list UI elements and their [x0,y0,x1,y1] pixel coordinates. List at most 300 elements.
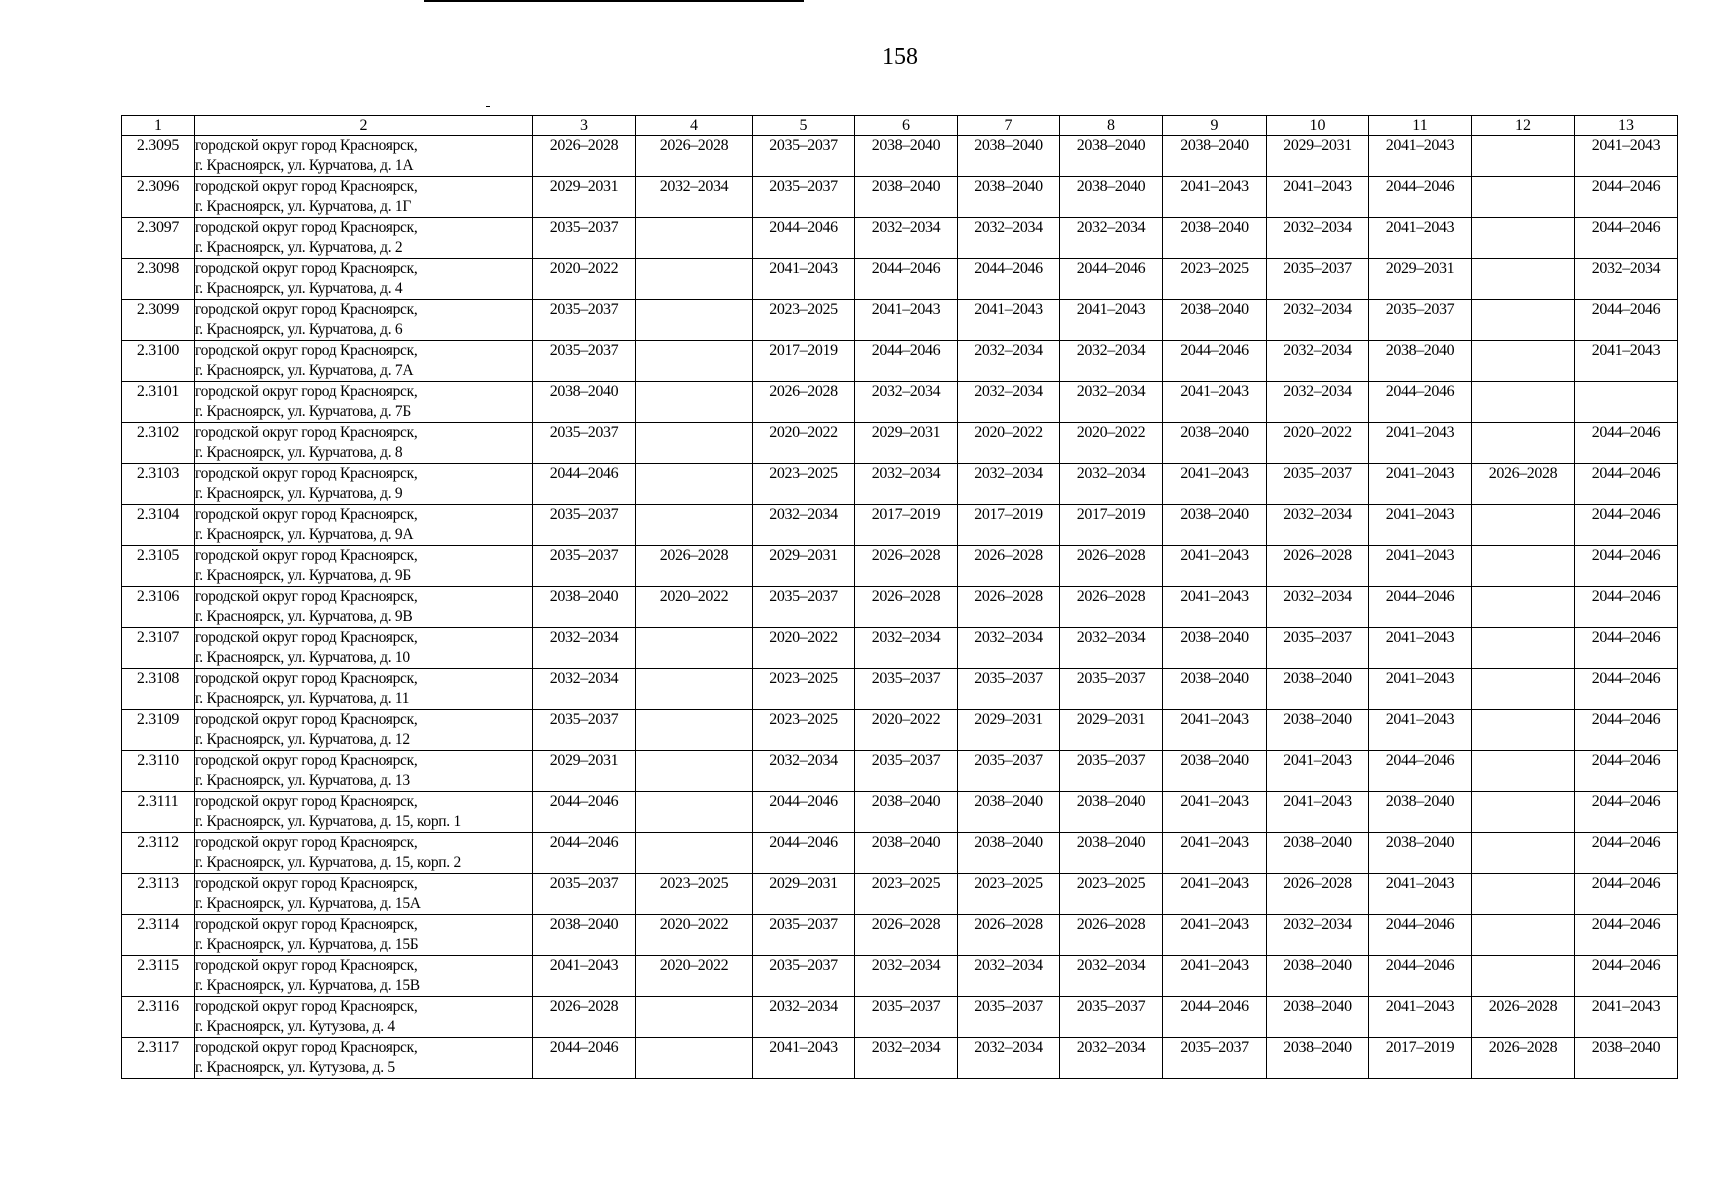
address-line-municipality: городской округ город Красноярск, [195,711,418,728]
address-line-street: г. Красноярск, ул. Курчатова, д. 4 [195,280,403,297]
period-cell-col-10: 2026–2028 [1267,546,1369,587]
address-line-street: г. Красноярск, ул. Курчатова, д. 1Г [195,198,412,215]
period-cell-col-13: 2032–2034 [1575,259,1678,300]
period-cell-col-11: 2041–2043 [1369,218,1472,259]
period-cell-col-10: 2032–2034 [1267,218,1369,259]
address-line-street: г. Красноярск, ул. Курчатова, д. 15А [195,895,421,912]
row-number: 2.3117 [122,1038,195,1079]
period-cell-col-9: 2038–2040 [1163,628,1267,669]
period-cell-col-11: 2041–2043 [1369,464,1472,505]
period-cell-col-11: 2044–2046 [1369,915,1472,956]
address-line-municipality: городской округ город Красноярск, [195,588,418,605]
address-cell [195,177,533,218]
period-cell-col-11: 2044–2046 [1369,956,1472,997]
page-number: 158 [882,44,918,70]
address-line-municipality: городской округ город Красноярск, [195,301,418,318]
period-cell-col-13: 2041–2043 [1575,997,1678,1038]
address-line-street: г. Красноярск, ул. Курчатова, д. 7Б [195,403,411,420]
period-cell-col-13: 2044–2046 [1575,956,1678,997]
address-line-municipality: городской округ город Красноярск, [195,752,418,769]
address-line-street: г. Красноярск, ул. Курчатова, д. 11 [195,690,410,707]
period-cell-col-13: 2044–2046 [1575,915,1678,956]
period-cell-col-4 [636,751,753,792]
schedule-table [121,115,1678,1079]
table-row [122,464,1678,505]
period-cell-col-5: 2032–2034 [753,751,855,792]
address-cell [195,587,533,628]
period-cell-col-8: 2044–2046 [1060,259,1163,300]
table-row [122,423,1678,464]
period-cell-col-5: 2017–2019 [753,341,855,382]
column-header: 5 [753,116,855,136]
column-header: 1 [122,116,195,136]
row-number: 2.3108 [122,669,195,710]
period-cell-col-8: 2032–2034 [1060,464,1163,505]
period-cell-col-4: 2020–2022 [636,956,753,997]
period-cell-col-4: 2026–2028 [636,136,753,177]
period-cell-col-3: 2035–2037 [533,423,636,464]
period-cell-col-7: 2020–2022 [958,423,1060,464]
period-cell-col-5: 2035–2037 [753,915,855,956]
period-cell-col-5: 2035–2037 [753,956,855,997]
period-cell-col-13: 2044–2046 [1575,464,1678,505]
period-cell-col-9: 2041–2043 [1163,833,1267,874]
address-line-municipality: городской округ город Красноярск, [195,424,418,441]
period-cell-col-8: 2032–2034 [1060,341,1163,382]
period-cell-col-5: 2044–2046 [753,792,855,833]
period-cell-col-12 [1472,177,1575,218]
address-line-street: г. Красноярск, ул. Курчатова, д. 9Б [195,567,411,584]
period-cell-col-10: 2035–2037 [1267,259,1369,300]
period-cell-col-13: 2044–2046 [1575,628,1678,669]
period-cell-col-9: 2041–2043 [1163,956,1267,997]
address-cell [195,505,533,546]
period-cell-col-3: 2035–2037 [533,710,636,751]
period-cell-col-3: 2044–2046 [533,1038,636,1079]
row-number: 2.3111 [122,792,195,833]
period-cell-col-9: 2041–2043 [1163,177,1267,218]
period-cell-col-7: 2023–2025 [958,874,1060,915]
period-cell-col-11: 2041–2043 [1369,710,1472,751]
period-cell-col-9: 2035–2037 [1163,1038,1267,1079]
address-line-municipality: городской округ город Красноярск, [195,547,418,564]
period-cell-col-13: 2044–2046 [1575,300,1678,341]
table-row [122,956,1678,997]
row-number: 2.3099 [122,300,195,341]
period-cell-col-12 [1472,423,1575,464]
period-cell-col-12 [1472,628,1575,669]
period-cell-col-13: 2044–2046 [1575,833,1678,874]
period-cell-col-7: 2041–2043 [958,300,1060,341]
period-cell-col-10: 2038–2040 [1267,1038,1369,1079]
period-cell-col-5: 2035–2037 [753,177,855,218]
row-number: 2.3113 [122,874,195,915]
address-line-street: г. Красноярск, ул. Курчатова, д. 6 [195,321,403,338]
period-cell-col-11: 2017–2019 [1369,1038,1472,1079]
period-cell-col-5: 2041–2043 [753,259,855,300]
row-number: 2.3116 [122,997,195,1038]
period-cell-col-7: 2038–2040 [958,792,1060,833]
period-cell-col-10: 2032–2034 [1267,505,1369,546]
period-cell-col-13: 2038–2040 [1575,1038,1678,1079]
address-cell [195,382,533,423]
table-row [122,218,1678,259]
address-line-street: г. Красноярск, ул. Курчатова, д. 2 [195,239,403,256]
row-number: 2.3097 [122,218,195,259]
period-cell-col-12 [1472,218,1575,259]
row-number: 2.3103 [122,464,195,505]
period-cell-col-11: 2041–2043 [1369,136,1472,177]
period-cell-col-10: 2020–2022 [1267,423,1369,464]
period-cell-col-12 [1472,710,1575,751]
period-cell-col-11: 2044–2046 [1369,177,1472,218]
period-cell-col-7: 2035–2037 [958,751,1060,792]
period-cell-col-9: 2041–2043 [1163,546,1267,587]
table-row [122,997,1678,1038]
table-body [122,136,1678,1079]
period-cell-col-9: 2038–2040 [1163,751,1267,792]
period-cell-col-4 [636,382,753,423]
period-cell-col-6: 2038–2040 [855,833,958,874]
row-number: 2.3106 [122,587,195,628]
address-cell [195,300,533,341]
table-row [122,177,1678,218]
row-number: 2.3095 [122,136,195,177]
period-cell-col-5: 2023–2025 [753,710,855,751]
column-header: 13 [1575,116,1678,136]
address-line-municipality: городской округ город Красноярск, [195,219,418,236]
address-cell [195,218,533,259]
period-cell-col-6: 2017–2019 [855,505,958,546]
column-header: 9 [1163,116,1267,136]
table-row [122,628,1678,669]
period-cell-col-8: 2032–2034 [1060,1038,1163,1079]
period-cell-col-6: 2026–2028 [855,546,958,587]
address-line-street: г. Красноярск, ул. Кутузова, д. 5 [195,1059,395,1076]
address-line-street: г. Красноярск, ул. Курчатова, д. 10 [195,649,410,666]
period-cell-col-3: 2044–2046 [533,464,636,505]
column-header: 4 [636,116,753,136]
period-cell-col-10: 2035–2037 [1267,628,1369,669]
period-cell-col-3: 2029–2031 [533,751,636,792]
period-cell-col-6: 2023–2025 [855,874,958,915]
period-cell-col-12 [1472,669,1575,710]
period-cell-col-3: 2035–2037 [533,874,636,915]
table-row [122,587,1678,628]
period-cell-col-13: 2044–2046 [1575,792,1678,833]
period-cell-col-8: 2023–2025 [1060,874,1163,915]
period-cell-col-9: 2038–2040 [1163,669,1267,710]
period-cell-col-6: 2035–2037 [855,669,958,710]
column-header: 2 [195,116,533,136]
period-cell-col-3: 2038–2040 [533,587,636,628]
period-cell-col-4 [636,669,753,710]
row-number: 2.3100 [122,341,195,382]
address-line-street: г. Красноярск, ул. Курчатова, д. 9А [195,526,414,543]
period-cell-col-10: 2038–2040 [1267,997,1369,1038]
period-cell-col-6: 2032–2034 [855,464,958,505]
period-cell-col-9: 2038–2040 [1163,505,1267,546]
period-cell-col-7: 2032–2034 [958,218,1060,259]
address-cell [195,423,533,464]
period-cell-col-7: 2035–2037 [958,669,1060,710]
table-row [122,751,1678,792]
period-cell-col-8: 2038–2040 [1060,136,1163,177]
period-cell-col-4: 2032–2034 [636,177,753,218]
address-line-municipality: городской округ город Красноярск, [195,875,418,892]
row-number: 2.3098 [122,259,195,300]
period-cell-col-11: 2041–2043 [1369,997,1472,1038]
period-cell-col-3: 2032–2034 [533,628,636,669]
period-cell-col-10: 2032–2034 [1267,382,1369,423]
address-line-street: г. Красноярск, ул. Курчатова, д. 12 [195,731,410,748]
period-cell-col-6: 2044–2046 [855,259,958,300]
row-number: 2.3112 [122,833,195,874]
row-number: 2.3115 [122,956,195,997]
period-cell-col-12 [1472,956,1575,997]
period-cell-col-6: 2029–2031 [855,423,958,464]
table-row [122,341,1678,382]
period-cell-col-9: 2044–2046 [1163,341,1267,382]
address-line-municipality: городской округ город Красноярск, [195,834,418,851]
period-cell-col-13: 2044–2046 [1575,177,1678,218]
period-cell-col-8: 2026–2028 [1060,546,1163,587]
period-cell-col-7: 2032–2034 [958,382,1060,423]
period-cell-col-11: 2041–2043 [1369,546,1472,587]
address-cell [195,997,533,1038]
period-cell-col-4: 2023–2025 [636,874,753,915]
address-line-municipality: городской округ город Красноярск, [195,342,418,359]
period-cell-col-6: 2020–2022 [855,710,958,751]
address-cell [195,1038,533,1079]
period-cell-col-3: 2035–2037 [533,505,636,546]
period-cell-col-8: 2035–2037 [1060,751,1163,792]
address-cell [195,751,533,792]
period-cell-col-6: 2038–2040 [855,792,958,833]
period-cell-col-10: 2038–2040 [1267,669,1369,710]
period-cell-col-13: 2044–2046 [1575,505,1678,546]
period-cell-col-5: 2044–2046 [753,833,855,874]
address-line-street: г. Красноярск, ул. Курчатова, д. 9 [195,485,403,502]
period-cell-col-8: 2035–2037 [1060,669,1163,710]
period-cell-col-13: 2044–2046 [1575,587,1678,628]
period-cell-col-13: 2044–2046 [1575,669,1678,710]
period-cell-col-7: 2032–2034 [958,464,1060,505]
address-line-street: г. Красноярск, ул. Курчатова, д. 9В [195,608,413,625]
period-cell-col-7: 2026–2028 [958,587,1060,628]
period-cell-col-5: 2035–2037 [753,136,855,177]
period-cell-col-7: 2017–2019 [958,505,1060,546]
period-cell-col-3: 2026–2028 [533,997,636,1038]
period-cell-col-4: 2020–2022 [636,915,753,956]
period-cell-col-11: 2038–2040 [1369,792,1472,833]
table-row [122,710,1678,751]
period-cell-col-12 [1472,792,1575,833]
row-number: 2.3110 [122,751,195,792]
table-row [122,546,1678,587]
period-cell-col-3: 2026–2028 [533,136,636,177]
period-cell-col-4 [636,628,753,669]
period-cell-col-11: 2038–2040 [1369,833,1472,874]
period-cell-col-3: 2038–2040 [533,915,636,956]
period-cell-col-9: 2038–2040 [1163,423,1267,464]
address-line-street: г. Красноярск, ул. Кутузова, д. 4 [195,1018,395,1035]
address-cell [195,874,533,915]
address-line-street: г. Красноярск, ул. Курчатова, д. 7А [195,362,414,379]
column-header: 3 [533,116,636,136]
period-cell-col-10: 2038–2040 [1267,710,1369,751]
period-cell-col-7: 2026–2028 [958,915,1060,956]
address-line-municipality: городской округ город Красноярск, [195,137,418,154]
period-cell-col-4: 2020–2022 [636,587,753,628]
address-line-street: г. Красноярск, ул. Курчатова, д. 15, корп. 1 [195,813,461,830]
period-cell-col-8: 2026–2028 [1060,915,1163,956]
period-cell-col-10: 2032–2034 [1267,915,1369,956]
period-cell-col-10: 2032–2034 [1267,341,1369,382]
period-cell-col-8: 2038–2040 [1060,177,1163,218]
period-cell-col-8: 2032–2034 [1060,628,1163,669]
period-cell-col-3: 2044–2046 [533,833,636,874]
row-number: 2.3104 [122,505,195,546]
period-cell-col-9: 2041–2043 [1163,792,1267,833]
period-cell-col-4 [636,464,753,505]
address-cell [195,669,533,710]
period-cell-col-6: 2038–2040 [855,177,958,218]
period-cell-col-12 [1472,136,1575,177]
row-number: 2.3101 [122,382,195,423]
address-line-municipality: городской округ город Красноярск, [195,1039,418,1056]
period-cell-col-10: 2032–2034 [1267,587,1369,628]
period-cell-col-5: 2044–2046 [753,218,855,259]
period-cell-col-9: 2038–2040 [1163,218,1267,259]
address-line-municipality: городской округ город Красноярск, [195,998,418,1015]
table-row [122,915,1678,956]
period-cell-col-4 [636,423,753,464]
period-cell-col-4 [636,1038,753,1079]
table-row [122,792,1678,833]
period-cell-col-9: 2023–2025 [1163,259,1267,300]
table-row [122,833,1678,874]
period-cell-col-5: 2023–2025 [753,300,855,341]
period-cell-col-8: 2029–2031 [1060,710,1163,751]
period-cell-col-5: 2020–2022 [753,423,855,464]
period-cell-col-6: 2041–2043 [855,300,958,341]
address-cell [195,628,533,669]
period-cell-col-9: 2041–2043 [1163,587,1267,628]
address-cell [195,792,533,833]
period-cell-col-3: 2041–2043 [533,956,636,997]
period-cell-col-12 [1472,587,1575,628]
period-cell-col-12 [1472,546,1575,587]
period-cell-col-12 [1472,259,1575,300]
column-header: 6 [855,116,958,136]
period-cell-col-6: 2032–2034 [855,382,958,423]
period-cell-col-10: 2038–2040 [1267,833,1369,874]
period-cell-col-5: 2023–2025 [753,669,855,710]
period-cell-col-12: 2026–2028 [1472,1038,1575,1079]
column-header: 8 [1060,116,1163,136]
address-line-municipality: городской округ город Красноярск, [195,465,418,482]
address-line-municipality: городской округ город Красноярск, [195,916,418,933]
address-line-municipality: городской округ город Красноярск, [195,178,418,195]
address-line-municipality: городской округ город Красноярск, [195,383,418,400]
address-cell [195,259,533,300]
period-cell-col-7: 2032–2034 [958,628,1060,669]
period-cell-col-5: 2032–2034 [753,505,855,546]
column-header: 7 [958,116,1060,136]
address-cell [195,710,533,751]
period-cell-col-3: 2035–2037 [533,546,636,587]
column-header: 10 [1267,116,1369,136]
period-cell-col-6: 2032–2034 [855,218,958,259]
address-line-municipality: городской округ город Красноярск, [195,506,418,523]
address-cell [195,136,533,177]
period-cell-col-7: 2032–2034 [958,341,1060,382]
period-cell-col-12 [1472,915,1575,956]
period-cell-col-5: 2032–2034 [753,997,855,1038]
row-number: 2.3096 [122,177,195,218]
period-cell-col-3: 2038–2040 [533,382,636,423]
period-cell-col-11: 2041–2043 [1369,423,1472,464]
period-cell-col-13: 2041–2043 [1575,341,1678,382]
address-line-municipality: городской округ город Красноярск, [195,957,418,974]
period-cell-col-5: 2041–2043 [753,1038,855,1079]
period-cell-col-12 [1472,874,1575,915]
period-cell-col-10: 2029–2031 [1267,136,1369,177]
table-row [122,259,1678,300]
period-cell-col-3: 2044–2046 [533,792,636,833]
period-cell-col-12: 2026–2028 [1472,464,1575,505]
period-cell-col-10: 2035–2037 [1267,464,1369,505]
period-cell-col-8: 2017–2019 [1060,505,1163,546]
period-cell-col-9: 2041–2043 [1163,464,1267,505]
address-line-street: г. Красноярск, ул. Курчатова, д. 15, корп. 2 [195,854,461,871]
period-cell-col-9: 2038–2040 [1163,300,1267,341]
address-cell [195,915,533,956]
period-cell-col-4 [636,792,753,833]
period-cell-col-6: 2032–2034 [855,1038,958,1079]
address-line-municipality: городской округ город Красноярск, [195,670,418,687]
period-cell-col-8: 2032–2034 [1060,956,1163,997]
period-cell-col-12: 2026–2028 [1472,997,1575,1038]
period-cell-col-4 [636,341,753,382]
period-cell-col-12 [1472,505,1575,546]
period-cell-col-6: 2026–2028 [855,587,958,628]
period-cell-col-7: 2044–2046 [958,259,1060,300]
period-cell-col-7: 2029–2031 [958,710,1060,751]
period-cell-col-9: 2038–2040 [1163,136,1267,177]
period-cell-col-7: 2032–2034 [958,1038,1060,1079]
period-cell-col-11: 2044–2046 [1369,382,1472,423]
table-row [122,505,1678,546]
period-cell-col-4 [636,300,753,341]
period-cell-col-5: 2035–2037 [753,587,855,628]
address-line-municipality: городской округ город Красноярск, [195,793,418,810]
period-cell-col-8: 2032–2034 [1060,382,1163,423]
period-cell-col-11: 2041–2043 [1369,505,1472,546]
period-cell-col-3: 2035–2037 [533,341,636,382]
table-row [122,382,1678,423]
address-cell [195,833,533,874]
period-cell-col-6: 2035–2037 [855,997,958,1038]
period-cell-col-9: 2044–2046 [1163,997,1267,1038]
period-cell-col-9: 2041–2043 [1163,710,1267,751]
period-cell-col-6: 2035–2037 [855,751,958,792]
period-cell-col-4 [636,505,753,546]
period-cell-col-11: 2038–2040 [1369,341,1472,382]
period-cell-col-5: 2029–2031 [753,546,855,587]
period-cell-col-9: 2041–2043 [1163,874,1267,915]
